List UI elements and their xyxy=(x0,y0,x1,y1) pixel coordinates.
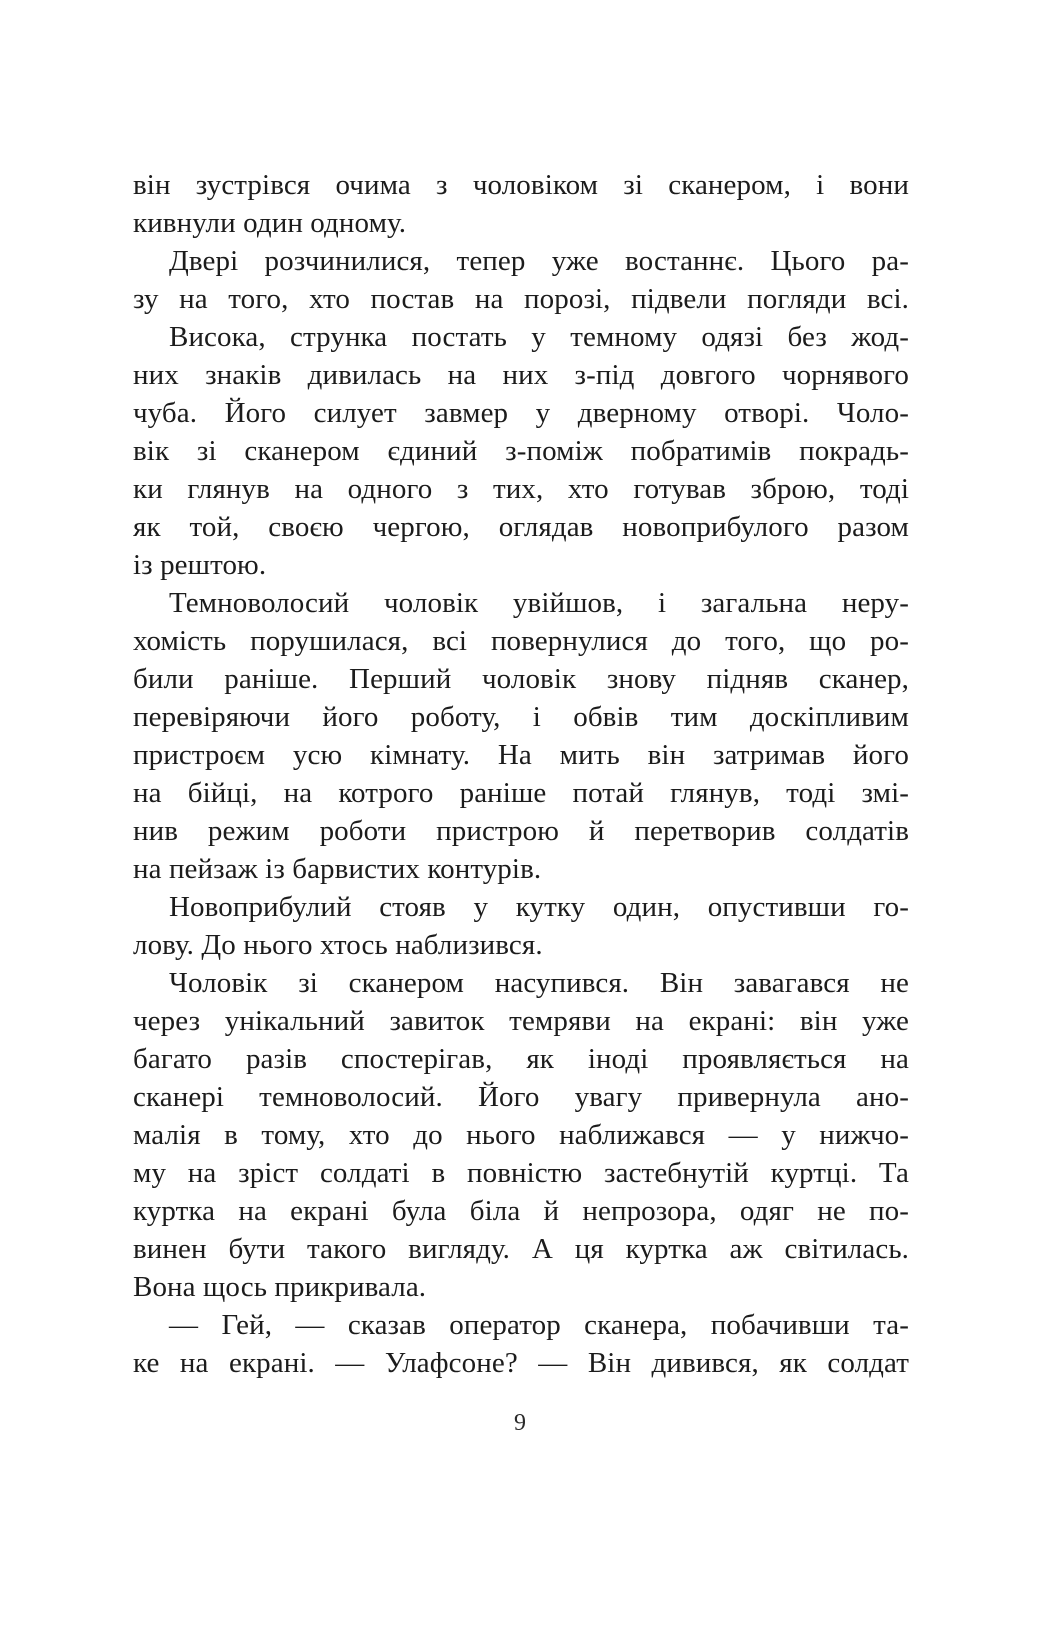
text-line: винен бути такого вигляду. А ця куртка аж світилась. xyxy=(133,1233,909,1265)
text-line: лову. До нього хтось наблизився. xyxy=(133,929,543,961)
text-line: із рештою. xyxy=(133,549,267,581)
body-text xyxy=(133,166,909,1382)
text-line: як той, своєю чергою, оглядав новоприбулого разом xyxy=(133,511,909,543)
text-line: пристроєм усю кімнату. На мить він затримав його xyxy=(133,739,909,771)
text-line: на пейзаж із барвистих контурів. xyxy=(133,853,542,885)
text-line: Вона щось прикривала. xyxy=(133,1271,427,1303)
text-line: на бійці, на котрого раніше потай глянув, тоді змі- xyxy=(133,777,909,809)
text-line: він зустрівся очима з чоловіком зі сканером, і вони xyxy=(133,169,909,201)
paragraph xyxy=(133,1306,909,1382)
paragraph xyxy=(133,166,909,242)
text-line: зу на того, хто постав на порозі, підвели погляди всі. xyxy=(133,283,909,315)
text-line: куртка на екрані була біла й непрозора, одяг не по- xyxy=(133,1195,909,1227)
paragraph xyxy=(133,888,909,964)
text-line: Висока, струнка постать у темному одязі без жод- xyxy=(169,321,909,353)
paragraph xyxy=(133,584,909,888)
text-line: них знаків дивилась на них з-під довгого чорнявого xyxy=(133,359,909,391)
text-line: му на зріст солдаті в повністю застебнутій куртці. Та xyxy=(133,1157,909,1189)
paragraph xyxy=(133,964,909,1306)
text-line: вік зі сканером єдиний з-поміж побратимів покрадь- xyxy=(133,435,909,467)
text-line: Новоприбулий стояв у кутку один, опустивши го- xyxy=(169,891,909,923)
page-number: 9 xyxy=(514,1410,526,1436)
text-line: били раніше. Перший чоловік знову підняв сканер, xyxy=(133,663,909,695)
text-line: кивнули один одному. xyxy=(133,207,407,239)
text-line: нив режим роботи пристрою й перетворив солдатів xyxy=(133,815,909,847)
text-line: ке на екрані. — Улафсоне? — Він дивився, як солдат xyxy=(133,1347,909,1379)
text-line: чуба. Його силует завмер у дверному отворі. Чоло- xyxy=(133,397,909,429)
text-line: перевіряючи його роботу, і обвів тим доскіпливим xyxy=(133,701,909,733)
paragraph xyxy=(133,242,909,318)
text-line: хомість порушилася, всі повернулися до того, що ро- xyxy=(133,625,909,657)
text-line: Темноволосий чоловік увійшов, і загальна неру- xyxy=(169,587,909,619)
text-line: сканері темноволосий. Його увагу привернула ано- xyxy=(133,1081,909,1113)
text-line: — Гей, — сказав оператор сканера, побачивши та- xyxy=(169,1309,909,1341)
text-line: Двері розчинилися, тепер уже востаннє. Цього ра- xyxy=(169,245,909,277)
text-line: через унікальний завиток темряви на екрані: він уже xyxy=(133,1005,909,1037)
paragraph xyxy=(133,318,909,584)
text-line: малія в тому, хто до нього наближався — у нижчо- xyxy=(133,1119,909,1151)
text-line: Чоловік зі сканером насупився. Він завагався не xyxy=(169,967,909,999)
text-line: багато разів спостерігав, як іноді проявляється на xyxy=(133,1043,909,1075)
text-line: ки глянув на одного з тих, хто готував зброю, тоді xyxy=(133,473,909,505)
